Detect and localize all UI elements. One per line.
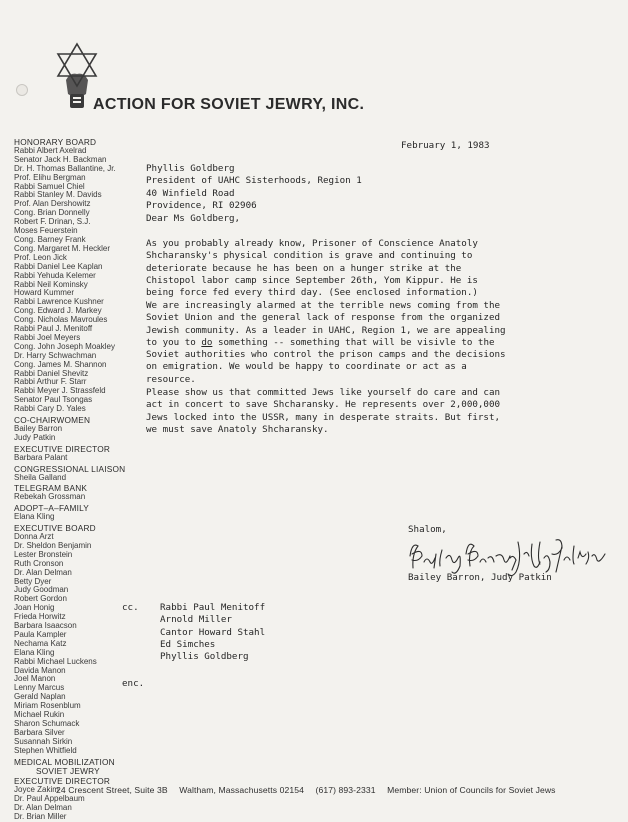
board-member: Cong. James M. Shannon: [14, 359, 107, 369]
address-line: Phyllis Goldberg: [146, 163, 235, 174]
board-section-header: EXECUTIVE DIRECTOR: [14, 776, 111, 787]
board-member: Susannah Sirkin: [14, 736, 73, 746]
paragraph-line: We are increasingly alarmed at the terrible news coming from the: [146, 300, 501, 311]
board-member: Joel Manon: [14, 674, 56, 684]
board-member: Donna Arzt: [14, 531, 54, 541]
board-member: Rabbi Meyer J. Strassfeld: [14, 386, 106, 396]
board-member: Rabbi Albert Axelrad: [14, 145, 87, 155]
board-section-header: EXECUTIVE DIRECTOR: [14, 443, 111, 454]
board-member: Cong. Margaret M. Heckler: [14, 243, 111, 253]
board-section-header: MEDICAL MOBILIZATION: [14, 756, 115, 767]
board-member: Rabbi Cary D. Yales: [14, 404, 86, 414]
footer-address: 24 Crescent Street, Suite 3B: [56, 785, 168, 795]
board-member: Elana Kling: [14, 512, 55, 522]
board-member: Prof. Leon Jick: [14, 252, 67, 262]
paragraph-3: [146, 387, 500, 436]
board-member: Howard Kummer: [14, 288, 75, 298]
board-member: Senator Paul Tsongas: [14, 395, 93, 405]
paragraph-2: [146, 300, 506, 386]
board-member: Dr. H. Thomas Ballantine, Jr.: [14, 163, 116, 173]
board-member: Rebekah Grossman: [14, 492, 86, 502]
board-member: Barbara Isaacson: [14, 621, 77, 631]
board-member: Rabbi Neil Kominsky: [14, 279, 88, 289]
board-member: Bailey Barron: [14, 424, 63, 433]
board-member: Rabbi Yehuda Kelemer: [14, 270, 96, 280]
paragraph-line: deteriorate because he has been on a hunger strike at the: [146, 262, 462, 274]
cc-entry: Cantor Howard Stahl: [160, 626, 266, 638]
recipient-address: [146, 163, 362, 212]
board-member: Rabbi Arthur F. Starr: [14, 377, 87, 387]
paragraph-line: [146, 337, 506, 349]
line-rest: something -- something that will be visivle to the: [217, 336, 495, 348]
letter-date: February 1, 1983: [401, 140, 490, 151]
closing: Shalom,: [408, 524, 447, 535]
paragraph-line: Jews locked into the USSR, many in desperate straits. But first,: [146, 411, 501, 423]
board-member: Elana Kling: [14, 647, 55, 657]
signer-names: Bailey Barron, Judy Patkin: [408, 572, 552, 583]
board-member: Dr. Sheldon Benjamin: [14, 540, 92, 550]
board-member: Cong. Brian Donnelly: [14, 208, 90, 218]
board-member: Rabbi Lawrence Kushner: [14, 297, 104, 307]
board-member: Rabbi Paul J. Menitoff: [14, 324, 93, 334]
board-list: [14, 138, 162, 822]
board-member: Barbara Silver: [14, 727, 65, 737]
paragraph-line: Shcharansky's physical condition is grave and continuing to: [146, 250, 473, 262]
paragraph-1: [146, 238, 478, 299]
board-member: Cong. Barney Frank: [14, 234, 86, 244]
board-member: Dr. Alan Delman: [14, 567, 72, 577]
board-member: Dr. Alan Delman: [14, 803, 72, 813]
cc-entry: Arnold Miller: [160, 614, 232, 626]
paragraph-line: Soviet authorities who control the prison camps and the decisions: [146, 349, 506, 361]
board-member: Rabbi Samuel Chiel: [14, 181, 85, 191]
paragraph-line: As you probably already know, Prisoner of Conscience Anatoly: [146, 238, 478, 249]
board-member: Cong. Nicholas Mavroules: [14, 315, 108, 325]
line-prefix: to you to: [146, 336, 202, 348]
address-line: Providence, RI 02906: [146, 199, 257, 211]
board-member: Nechama Katz: [14, 638, 67, 648]
board-member: Cong. Edward J. Markey: [14, 306, 102, 316]
emphasis-do: do: [201, 336, 213, 348]
board-section-header: ADOPT–A–FAMILY: [14, 503, 90, 514]
board-member: Stephen Whitfield: [14, 745, 77, 755]
board-section-header: EXECUTIVE BOARD: [14, 523, 96, 534]
board-member: Rabbi Michael Luckens: [14, 656, 97, 666]
board-section-header: HONORARY BOARD: [14, 137, 97, 147]
punch-hole: [16, 84, 28, 96]
board-member: Dr. Harry Schwachman: [14, 350, 97, 360]
board-member: Dr. Brian Miller: [14, 812, 67, 822]
board-member: Miriam Rosenblum: [14, 701, 81, 711]
org-name: ACTION FOR SOVIET JEWRY, INC.: [93, 96, 365, 113]
board-member: Frieda Horwitz: [14, 612, 66, 622]
board-member: Davida Manon: [14, 665, 66, 675]
board-member: Michael Rukin: [14, 710, 65, 720]
board-member: Joan Honig: [14, 603, 55, 613]
footer-city: Waltham, Massachusetts 02154: [179, 785, 304, 795]
enclosure-note: enc.: [122, 678, 145, 689]
cc-list: [122, 602, 266, 663]
cc-entry: Phyllis Goldberg: [160, 651, 249, 663]
board-member: Cong. John Joseph Moakley: [14, 341, 115, 351]
board-member: Dr. Paul Appelbaum: [14, 794, 85, 804]
paragraph-line: being force fed every third day. (See enclosed information.): [146, 287, 478, 299]
board-member: Robert Gordon: [14, 594, 67, 604]
board-member: Betty Dyer: [14, 576, 52, 586]
paragraph-line: Please show us that committed Jews like yourself do care and can: [146, 387, 501, 398]
board-member: Senator Jack H. Backman: [14, 154, 107, 164]
board-member: Prof. Elihu Bergman: [14, 172, 86, 182]
address-line: 40 Winfield Road: [146, 187, 235, 199]
board-section-header: CONGRESSIONAL LIAISON: [14, 463, 126, 474]
paragraph-line: act in concert to save Shcharansky. He represents over 2,000,000: [146, 399, 501, 411]
address-line: President of UAHC Sisterhoods, Region 1: [146, 175, 362, 187]
paragraph-line: Soviet Union and the general lack of response from the organized: [146, 312, 501, 324]
board-member: Gerald Naplan: [14, 692, 66, 702]
board-member: Rabbi Stanley M. Davids: [14, 190, 102, 200]
cc-entry: Rabbi Paul Menitoff: [160, 602, 266, 613]
footer-member: Member: Union of Councils for Soviet Jews: [387, 785, 556, 795]
board-member: Ruth Cronson: [14, 558, 64, 568]
board-member: Robert F. Drinan, S.J.: [14, 217, 91, 227]
board-section-header: SOVIET JEWRY: [36, 765, 100, 776]
board-member: Judy Goodman: [14, 585, 69, 595]
board-member: Lenny Marcus: [14, 683, 65, 693]
board-member: Rabbi Daniel Lee Kaplan: [14, 261, 103, 271]
cc-label: cc.: [122, 602, 139, 613]
board-section-header: TELEGRAM BANK: [14, 483, 88, 494]
board-member: Sharon Schumack: [14, 719, 80, 728]
board-member: Rabbi Daniel Shevitz: [14, 368, 89, 378]
paragraph-line: Jewish community. As a leader in UAHC, Region 1, we are appealing: [146, 324, 506, 336]
board-member: Rabbi Joel Meyers: [14, 332, 81, 342]
paragraph-line: we must save Anatoly Shcharansky.: [146, 423, 329, 435]
board-section-header: CO-CHAIRWOMEN: [14, 415, 91, 426]
board-member: Sheila Galland: [14, 472, 67, 482]
cc-entry: Ed Simches: [160, 638, 216, 650]
board-member: Lester Bronstein: [14, 549, 73, 559]
paragraph-line: Chistopol labor camp since September 26th, Yom Kippur. He is: [146, 274, 478, 286]
paragraph-line: resource.: [146, 373, 196, 385]
cc-entries: [160, 602, 265, 663]
board-member: Barbara Palant: [14, 452, 68, 462]
board-member: Moses Feuerstein: [14, 226, 78, 236]
board-member: Prof. Alan Dershowitz: [14, 199, 91, 209]
salutation: Dear Ms Goldberg,: [146, 213, 241, 224]
letterhead-footer: [56, 785, 565, 795]
board-member: Paula Kampler: [14, 629, 67, 639]
paragraph-line: on emigration. We would be happy to coordinate or act as a: [146, 361, 467, 373]
footer-phone: (617) 893-2331: [315, 785, 376, 795]
board-member: Judy Patkin: [14, 432, 56, 442]
board-member: Joyce Zakim: [14, 785, 59, 795]
